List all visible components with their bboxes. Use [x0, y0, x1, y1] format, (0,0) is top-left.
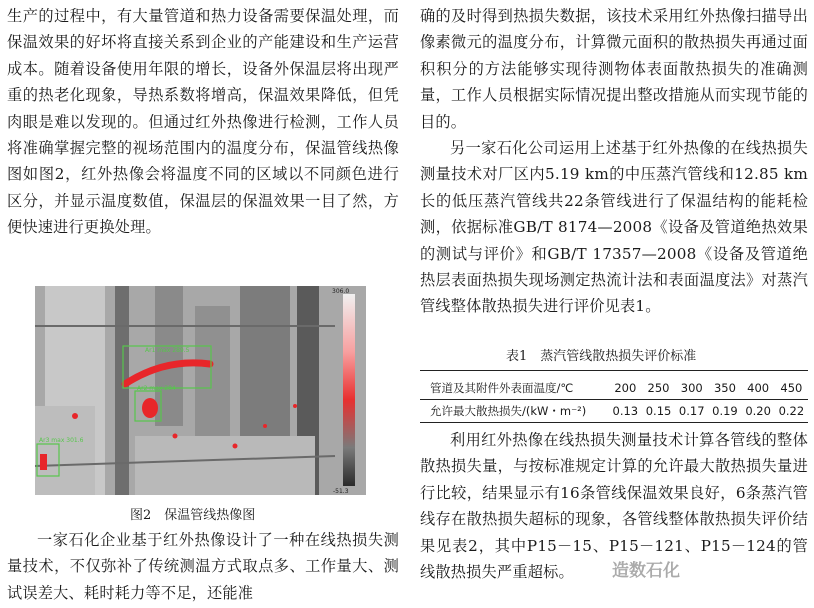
table-cell: 200 [614, 380, 637, 395]
table-row [420, 399, 808, 422]
left-paragraph-2: 一家石化企业基于红外热像设计了一种在线热损失测量技术，不仅弥补了传统测温方式取点多、工作量大、测试误差大、耗时耗力等不足，还能准 [7, 531, 399, 602]
measure-label-1: Ar1 max 289.5 [145, 347, 190, 354]
thermal-image-graphic [35, 286, 366, 495]
watermark-logo: 造数石化 [612, 561, 680, 581]
scale-max-label: 306.0 [332, 288, 350, 295]
temperature-scale-bar [343, 294, 355, 486]
table-cell: 250 [647, 380, 670, 395]
table-cell: 0.15 [645, 403, 672, 418]
right-paragraph-3: 利用红外热像在线热损失测量技术计算各管线的整体散热损失量，与按标准规定计算的允许最大散热损失量进行比较，结果显示有16条管线保温效果良好，6条蒸汽管线存在散热损失超标的现象，各管线整体散热损失评价结果见表2，其中P15－15、P15－121、P15－124的管线散热损失严重超标。 [420, 431, 808, 582]
table-cell: 0.13 [612, 403, 639, 418]
table-title: 表1 蒸汽管线散热损失评价标准 [506, 349, 697, 364]
table-cell: 0.19 [712, 403, 738, 418]
measure-label-3: Ar3 max 301.6 [39, 437, 84, 444]
figure-caption: 图2 保温管线热像图 [130, 508, 256, 523]
table-cell: 0.20 [745, 403, 771, 418]
hot-spot [142, 398, 158, 418]
hot-spot [40, 454, 47, 470]
table-cell: 350 [713, 380, 736, 395]
table-cell: 0.17 [678, 403, 705, 418]
table-row-label: 允许最大散热损失/(kW・m⁻²) [430, 403, 587, 418]
scale-min-label: -51.3 [333, 488, 349, 495]
table-cell: 300 [680, 380, 703, 395]
right-paragraph-1: 确的及时得到热损失数据，该技术采用红外热像扫描导出像素微元的温度分布，计算微元面积的散热损失再通过面积积分的方法能够实现待测物体表面散热损失的准确测量，工作人员根据实际情况提出整改措施从而实现节能的目的。 [420, 7, 808, 131]
table-cell: 450 [780, 380, 803, 395]
table-row [420, 376, 808, 399]
table-bottom-rule [420, 422, 808, 423]
table-cell: 0.22 [778, 403, 805, 418]
table-cell: 400 [747, 380, 770, 395]
table-top-rule [420, 370, 808, 371]
thermal-image [35, 286, 366, 495]
table-mid-rule [420, 399, 808, 400]
left-paragraph-1: 生产的过程中，有大量管道和热力设备需要保温处理，而保温效果的好坏将直接关系到企业的产能建设和生产运营成本。随着设备使用年限的增长，设备外保温层将出现严重的热老化现象，导热系数将增高，保温效果降低，但凭肉眼是难以发现的。但通过红外热像进行检测，工作人员将准确掌握完整的视场范围内的温度分布，保温管线热像图如图2，红外热像会将温度不同的区域以不同颜色进行区分，并显示温度数值，保温层的保温效果一目了然，方便快速进行更换处理。 [7, 7, 399, 237]
right-paragraph-2: 另一家石化公司运用上述基于红外热像的在线热损失测量技术对厂区内5.19 km的中压蒸汽管线和12.85 km长的低压蒸汽管线共22条管线进行了保温结构的能耗检测，依据标准GB/T 8174—2008《设备及管道绝热效果的测试与评价》和GB/T 17357—2008《设备及管道绝热层表面热损失现场测定热流计法和表面温度法》对蒸汽管线整体散热损失进行评价见表1。 [420, 139, 808, 316]
table-row-label: 管道及其附件外表面温度/℃ [430, 380, 574, 395]
measure-label-2: Ar2 max 284 [137, 385, 176, 392]
